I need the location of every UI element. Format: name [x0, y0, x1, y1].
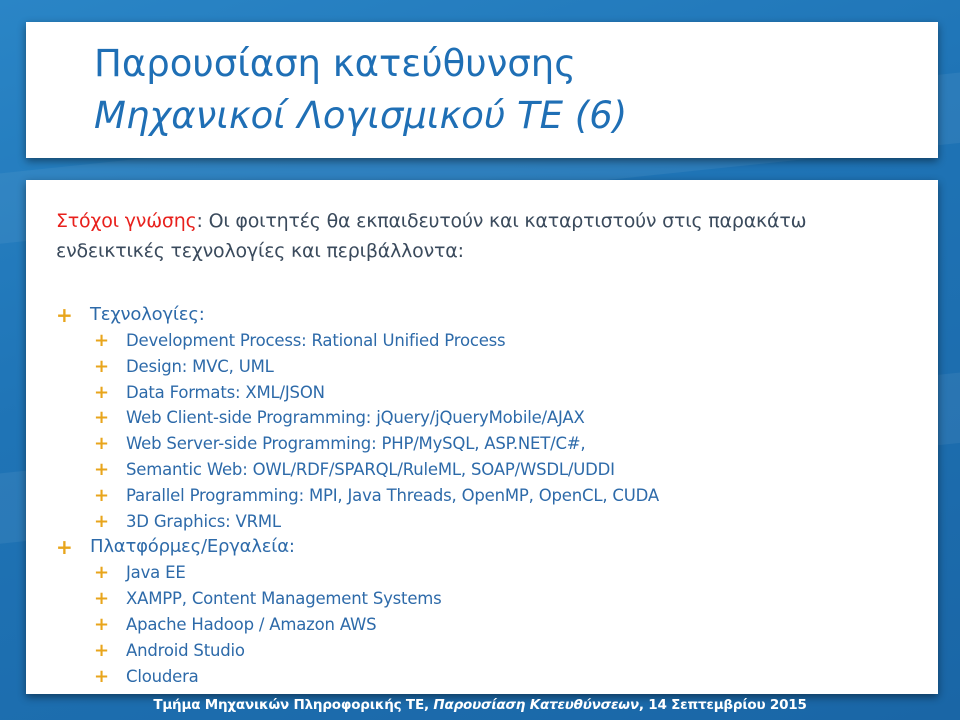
plus-icon: +	[56, 535, 73, 560]
list-item: + Data Formats: XML/JSON	[54, 380, 659, 406]
plus-icon: +	[94, 355, 109, 377]
list-item: + Parallel Programming: MPI, Java Threads, OpenMP, OpenCL, CUDA	[54, 483, 659, 509]
plus-icon: +	[94, 381, 109, 403]
plus-icon: +	[94, 613, 109, 635]
intro-paragraph	[56, 206, 916, 266]
plus-icon: +	[94, 588, 109, 610]
plus-icon: +	[94, 665, 109, 687]
bullet-list	[54, 302, 659, 689]
list-item: + Apache Hadoop / Amazon AWS	[54, 612, 659, 638]
plus-icon: +	[94, 330, 109, 351]
list-item: + Semantic Web: OWL/RDF/SPARQL/RuleML, SOAP/WSDL/UDDI	[54, 457, 659, 483]
intro-label: Στόχοι γνώσης	[56, 210, 197, 232]
list-item: + Design: MVC, UML	[54, 354, 659, 380]
content-box	[26, 180, 938, 694]
plus-icon: +	[94, 407, 109, 429]
plus-icon: +	[94, 458, 109, 480]
slide-title: Παρουσίαση κατεύθυνσης	[94, 42, 576, 85]
section-heading-technologies: + Τεχνολογίες:	[56, 303, 205, 327]
list-item: + Cloudera	[54, 664, 659, 690]
plus-icon: +	[94, 639, 109, 661]
list-item: + Web Server-side Programming: PHP/MySQL, ASP.NET/C#,	[54, 431, 659, 457]
plus-icon: +	[94, 484, 109, 506]
section-heading-platforms: + Πλατφόρμες/Εργαλεία:	[56, 535, 295, 560]
list-item: + Java EE	[54, 560, 659, 586]
list-item: + Development Process: Rational Unified Process	[54, 328, 659, 354]
list-item: + Android Studio	[54, 638, 659, 664]
intro-text: : Οι φοιτητές θα εκπαιδευτούν και καταρτιστούν στις παρακάτω ενδεικτικές τεχνολογίες και περιβάλλοντα:	[56, 210, 807, 262]
title-box	[26, 22, 938, 158]
plus-icon: +	[94, 433, 109, 455]
list-item: + 3D Graphics: VRML	[54, 509, 659, 535]
slide-footer: Τμήμα Μηχανικών Πληροφορικής ΤΕ, Παρουσίαση Κατευθύνσεων, 14 Σεπτεμβρίου 2015	[153, 697, 807, 713]
list-item: + XAMPP, Content Management Systems	[54, 586, 659, 612]
list-item: + Web Client-side Programming: jQuery/jQueryMobile/AJAX	[54, 405, 659, 431]
slide-subtitle: Μηχανικοί Λογισμικού ΤΕ (6)	[94, 94, 628, 137]
plus-icon: +	[94, 510, 109, 532]
plus-icon: +	[94, 562, 109, 584]
plus-icon: +	[56, 303, 73, 327]
